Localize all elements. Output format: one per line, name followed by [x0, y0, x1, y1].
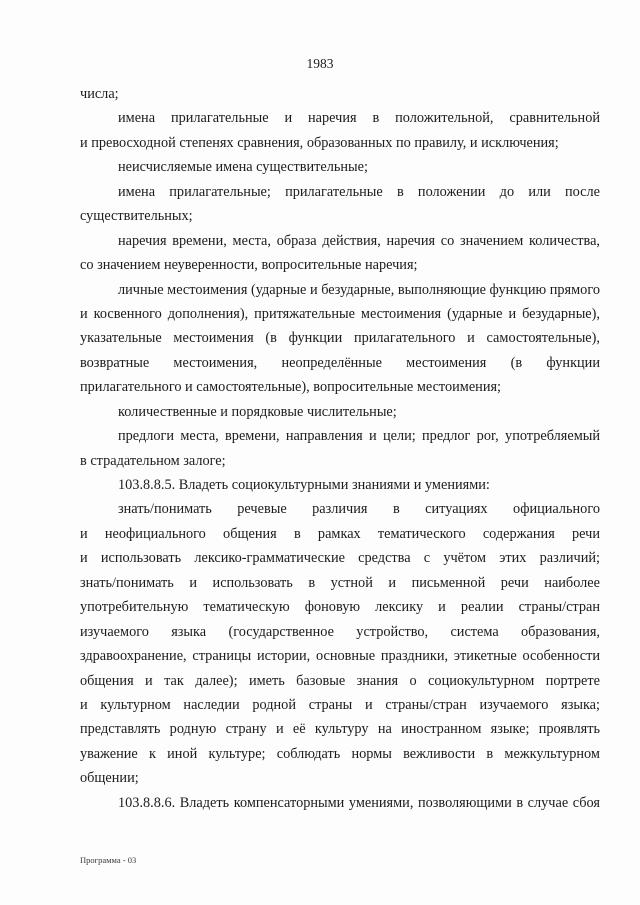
text-line: знать/понимать речевые различия в ситуациях официального — [118, 501, 600, 518]
text-line: 103.8.8.5. Владеть социокультурными знаниями и умениями: — [118, 477, 490, 493]
text-line: общения и так далее); иметь базовые знания о социокультурном портрете — [80, 672, 600, 689]
text-line: общении; — [80, 770, 139, 787]
text-line: указательные местоимения (в функции прилагательного и самостоятельные), — [80, 330, 600, 347]
text-line: со значением неуверенности, вопросительные наречия; — [80, 257, 418, 274]
footer-label: Программа - 03 — [80, 855, 137, 865]
text-line: числа; — [80, 86, 119, 102]
body-text — [80, 82, 600, 815]
text-line: наречия времени, места, образа действия, наречия со значением количества, — [118, 232, 600, 249]
text-line: личные местоимения (ударные и безударные, выполняющие функцию прямого — [118, 281, 600, 298]
text-line: существительных; — [80, 208, 193, 225]
text-line: 103.8.8.6. Владеть компенсаторными умениями, позволяющими в случае сбоя — [118, 794, 600, 811]
text-line: уважение к иной культуре; соблюдать нормы вежливости в межкультурном — [80, 745, 600, 762]
text-line: здравоохранение, страницы истории, основные праздники, этикетные особенности — [80, 648, 600, 665]
text-line: и неофициального общения в рамках тематического содержания речи — [80, 525, 600, 542]
text-line: и культурном наследии родной страны и страны/стран изучаемого языка; — [80, 696, 600, 713]
text-line: предлоги места, времени, направления и цели; предлог por, употребляемый — [118, 428, 600, 445]
text-line: прилагательного и самостоятельные), вопросительные местоимения; — [80, 379, 502, 396]
text-line: имена прилагательные; прилагательные в положении до или после — [118, 183, 600, 200]
text-line: количественные и порядковые числительные; — [118, 403, 397, 420]
text-line: имена прилагательные и наречия в положительной, сравнительной — [118, 110, 600, 127]
page-number: 1983 — [306, 56, 334, 71]
text-line: представлять родную страну и её культуру на иностранном языке; проявлять — [80, 721, 600, 738]
text-line: в страдательном залоге; — [80, 452, 226, 469]
text-line: знать/понимать и использовать в устной и письменной речи наиболее — [80, 574, 600, 591]
text-line: неисчисляемые имена существительные; — [118, 159, 368, 176]
text-line: и превосходной степенях сравнения, образованных по правилу, и исключения; — [80, 134, 559, 151]
text-line: возвратные местоимения, неопределённые местоимения (в функции — [80, 354, 600, 371]
text-line: и косвенного дополнения), притяжательные местоимения (ударные и безударные), — [80, 305, 600, 322]
text-line: изучаемого языка (государственное устройство, система образования, — [80, 623, 600, 640]
text-line: и использовать лексико-грамматические средства с учётом этих различий; — [80, 550, 600, 567]
text-line: употребительную тематическую фоновую лексику и реалии страны/стран — [80, 599, 600, 616]
